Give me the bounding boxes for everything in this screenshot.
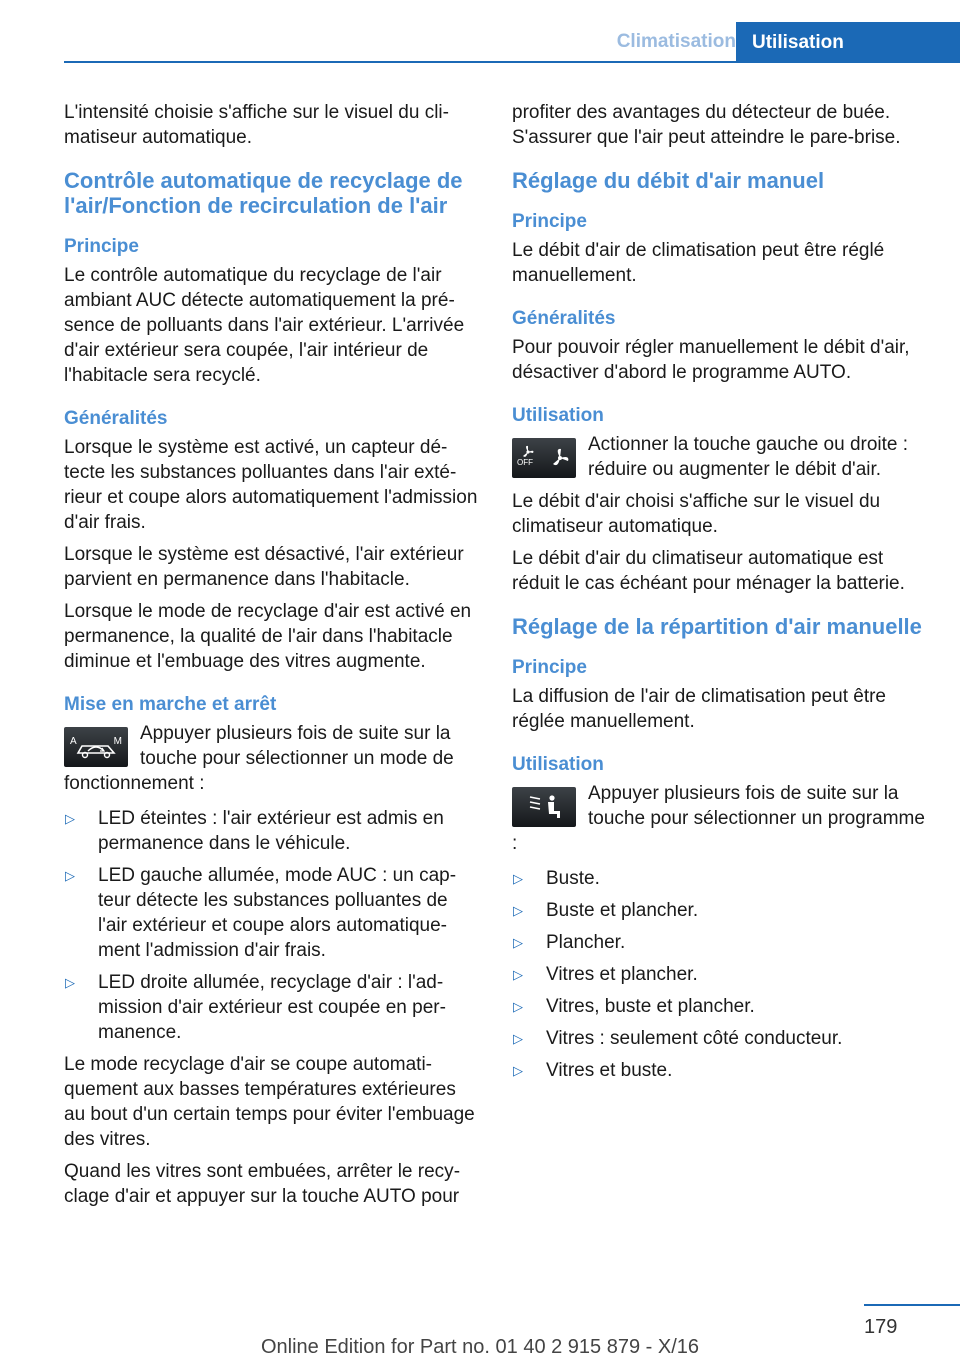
page-number: 179 [864, 1316, 898, 1338]
paragraph-principe: Le contrôle automatique du recyclage de l'air ambiant AUC détecte automatiquement la présence de polluants dans l'air extérieur. L'arrivée d'air extérieur sera coupée, l'air intérieur de l'habitacle sera recyclé. [64, 265, 465, 386]
list-item [512, 1058, 926, 1083]
paragraph-utilisation-2: Appuyer plusieurs fois de suite sur la touche pour sélectionner un programme : [512, 783, 925, 854]
triangle-bullet-icon: ▷ [513, 967, 523, 982]
header-section-tab: Climatisation [616, 31, 736, 52]
utilisation-2-block [512, 781, 926, 856]
subheading-principe-2: Principe [512, 657, 587, 678]
auc-led-label: A [70, 736, 77, 747]
paragraph-marche-arret: Appuyer plusieurs fois de suite sur la touche pour sélectionner un mode de fonctionnement : [64, 723, 454, 794]
marche-arret-block [64, 721, 478, 796]
utilisation-block [512, 432, 926, 482]
list-item-text: Vitres et buste. [546, 1060, 673, 1081]
paragraph-debit-affiche: Le débit d'air choisi s'affiche sur le visuel du climatiseur automatique. [512, 491, 881, 537]
triangle-bullet-icon: ▷ [513, 1063, 523, 1078]
heading-debit-air: Réglage du débit d'air manuel [512, 168, 825, 193]
subheading-utilisation: Utilisation [512, 405, 604, 426]
triangle-bullet-icon: ▷ [513, 903, 523, 918]
footer-rule [864, 1304, 960, 1306]
list-item-text: Buste. [546, 868, 600, 889]
paragraph-batterie: Le débit d'air du climatiseur automatique est réduit le cas échéant pour ménager la batterie. [512, 548, 905, 594]
list-item [64, 806, 478, 856]
list-item [512, 930, 926, 955]
program-list [512, 866, 926, 1083]
seated-person-airflow-icon [512, 787, 576, 827]
list-item [64, 970, 478, 1045]
subheading-generalites: Généralités [512, 308, 616, 329]
paragraph-utilisation: Actionner la touche gauche ou droite : réduire ou augmenter le débit d'air. [588, 434, 909, 480]
left-column [64, 100, 478, 1216]
list-item-text: Vitres et plancher. [546, 964, 698, 985]
list-item-text: LED gauche allumée, mode AUC : un capteur détecte les substances polluantes de l'air extérieur et coupe alors automatiquement l'admission d'air frais. [98, 865, 457, 961]
car-recirculation-icon [64, 727, 128, 767]
footer-edition-text: Online Edition for Part no. 01 40 2 915 879 - X/16 [260, 1336, 700, 1358]
recirculation-button-icon [64, 727, 128, 767]
list-item [512, 994, 926, 1019]
triangle-bullet-icon: ▷ [513, 1031, 523, 1046]
list-item [512, 866, 926, 891]
triangle-bullet-icon: ▷ [513, 935, 523, 950]
triangle-bullet-icon: ▷ [65, 811, 75, 826]
list-item-text: Buste et plancher. [546, 900, 699, 921]
subheading-generalites: Généralités [64, 408, 168, 429]
paragraph-auto-off: Le mode recyclage d'air se coupe automatiquement aux basses températures extérieures au bout d'un certain temps pour éviter l'embuage des vitres. [64, 1054, 475, 1150]
paragraph-generalites-3: Lorsque le mode de recyclage d'air est activé en permanence, la qualité de l'air dans l'habitacle diminue et l'embuage des vitres augmente. [64, 601, 472, 672]
right-column [512, 100, 926, 1090]
mode-list [64, 806, 478, 1045]
heading-auc: Contrôle automatique de recyclage de l'air/Fonction de recirculation de l'air [64, 168, 463, 218]
intro-paragraph: L'intensité choisie s'affiche sur le visuel du climatiseur automatique. [64, 102, 449, 148]
subheading-principe: Principe [512, 211, 587, 232]
subheading-marche-arret: Mise en marche et arrêt [64, 694, 277, 715]
paragraph-principe: Le débit d'air de climatisation peut être réglé manuellement. [512, 240, 885, 286]
list-item-text: LED éteintes : l'air extérieur est admis en permanence dans le véhicule. [98, 808, 444, 854]
triangle-bullet-icon: ▷ [513, 999, 523, 1014]
paragraph-generalites: Pour pouvoir régler manuellement le débit d'air, désactiver d'abord le programme AUTO. [512, 337, 910, 383]
heading-repartition-air: Réglage de la répartition d'air manuelle [512, 614, 922, 639]
paragraph-vitres-embuees: Quand les vitres sont embuées, arrêter le recyclage d'air et appuyer sur la touche AUTO pour [64, 1161, 461, 1207]
list-item-text: Vitres : seulement côté conducteur. [546, 1028, 843, 1049]
list-item [512, 962, 926, 987]
header-rule [64, 61, 960, 63]
triangle-bullet-icon: ▷ [513, 871, 523, 886]
subheading-principe: Principe [64, 236, 139, 257]
triangle-bullet-icon: ▷ [65, 868, 75, 883]
fan-off-label: OFF [517, 458, 533, 467]
paragraph-generalites-2: Lorsque le système est désactivé, l'air extérieur parvient en permanence dans l'habitacle. [64, 544, 464, 590]
paragraph-continuation: profiter des avantages du détecteur de buée. S'assurer que l'air peut atteindre le pare-brise. [512, 102, 901, 148]
list-item [64, 863, 478, 963]
recirculation-led-label: M [113, 736, 122, 747]
subheading-utilisation-2: Utilisation [512, 754, 604, 775]
fan-button-icon [512, 438, 576, 478]
paragraph-generalites-1: Lorsque le système est activé, un capteur détecte les substances polluantes dans l'air extérieur et coupe alors automatiquement l'admission d'air frais. [64, 437, 478, 533]
fan-icon [512, 438, 576, 478]
header-chapter-tab: Utilisation [736, 22, 960, 63]
list-item-text: LED droite allumée, recyclage d'air : l'admission d'air extérieur est coupée en permanence. [98, 972, 446, 1043]
triangle-bullet-icon: ▷ [65, 975, 75, 990]
list-item-text: Vitres, buste et plancher. [546, 996, 755, 1017]
list-item [512, 1026, 926, 1051]
list-item [512, 898, 926, 923]
list-item-text: Plancher. [546, 932, 626, 953]
air-distribution-button-icon [512, 787, 576, 827]
paragraph-principe-2: La diffusion de l'air de climatisation peut être réglée manuellement. [512, 686, 886, 732]
